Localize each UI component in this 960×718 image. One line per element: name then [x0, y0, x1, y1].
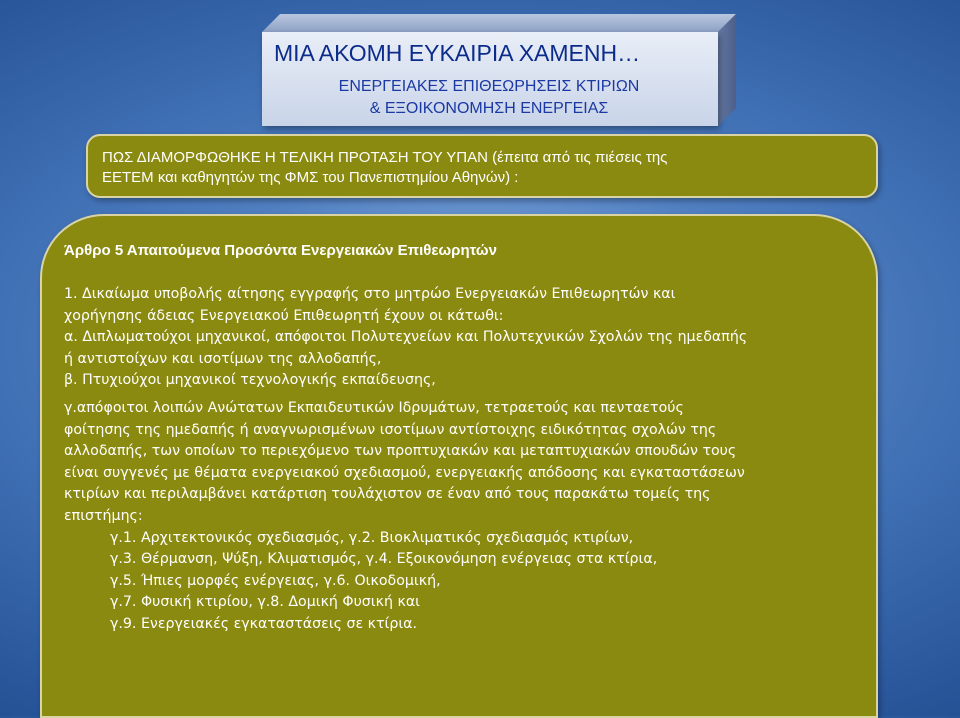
- article-line: κτιρίων και περιλαμβάνει κατάρτιση τουλάχιστον σε έναν από τους παρακάτω τομείς της: [64, 486, 711, 503]
- intro-text: [102, 148, 862, 188]
- article-line: α. Διπλωματούχοι μηχανικοί, απόφοιτοι Πολυτεχνείων και Πολυτεχνικών Σχολών της ημεδαπής: [64, 329, 748, 346]
- intro-line-2: ΕΕΤΕΜ και καθηγητών της ΦΜΣ του Πανεπιστημίου Αθηνών) :: [102, 169, 519, 186]
- intro-box: [86, 134, 878, 198]
- intro-line-1: ΠΩΣ ΔΙΑΜΟΡΦΩΘΗΚΕ Η ΤΕΛΙΚΗ ΠΡΟΤΑΣΗ ΤΟΥ ΥΠΑΝ (έπειτα από τις πιέσεις της: [102, 149, 668, 166]
- article-line: χορήγησης άδειας Ενεργειακού Επιθεωρητή έχουν οι κάτωθι:: [64, 307, 504, 324]
- sublist-item: γ.1. Αρχιτεκτονικός σχεδιασμός, γ.2. Βιοκλιματικός σχεδιασμός κτιρίων,: [110, 529, 634, 546]
- article-line: αλλοδαπής, των οποίων το περιεχόμενο των προπτυχιακών και μεταπτυχιακών σπουδών τους: [64, 443, 737, 460]
- sublist-item: γ.5. Ήπιες μορφές ενέργειας, γ.6. Οικοδομική,: [110, 572, 441, 589]
- sublist-item: γ.7. Φυσική κτιρίου, γ.8. Δομική Φυσική και: [110, 594, 420, 611]
- title-box-top-face: [262, 14, 736, 32]
- article-content: [64, 240, 864, 636]
- sublist-item: γ.3. Θέρμανση, Ψύξη, Κλιματισμός, γ.4. Εξοικονόμηση ενέργειας στα κτίρια,: [110, 551, 658, 568]
- slide-subtitle-line-1: ΕΝΕΡΓΕΙΑΚΕΣ ΕΠΙΘΕΩΡΗΣΕΙΣ ΚΤΙΡΙΩΝ: [338, 78, 640, 95]
- slide-title: ΜΙΑ ΑΚΟΜΗ ΕΥΚΑΙΡΙΑ ΧΑΜΕΝΗ…: [274, 40, 641, 66]
- article-line: φοίτησης της ημεδαπής ή αναγνωρισμένων ισοτίμων αντίστοιχης ειδικότητας σχολών της: [64, 421, 717, 438]
- sublist-item: γ.9. Ενεργειακές εγκαταστάσεις σε κτίρια.: [110, 615, 417, 632]
- article-line: ή αντιστοίχων και ισοτίμων της αλλοδαπής,: [64, 350, 382, 367]
- title-box: [262, 14, 736, 126]
- slide-subtitle-line-2: & ΕΞΟΙΚΟΝΟΜΗΣΗ ΕΝΕΡΓΕΙΑΣ: [369, 100, 609, 117]
- article-line: είναι συγγενές με θέματα ενεργειακού σχεδιασμού, ενεργειακής απόδοσης και εγκαταστάσεων: [64, 464, 745, 481]
- article-line: γ.απόφοιτοι λοιπών Ανώτατων Εκπαιδευτικών Ιδρυμάτων, τετραετούς και πενταετούς: [64, 399, 684, 416]
- article-line: επιστήμης:: [64, 507, 143, 524]
- article-line: 1. Δικαίωμα υποβολής αίτησης εγγραφής στο μητρώο Ενεργειακών Επιθεωρητών και: [64, 286, 676, 302]
- article-line: β. Πτυχιούχοι μηχανικοί τεχνολογικής εκπαίδευσης,: [64, 372, 436, 389]
- article-heading: Άρθρο 5 Απαιτούμενα Προσόντα Ενεργειακών Επιθεωρητών: [64, 242, 497, 259]
- title-box-side-face: [718, 14, 736, 126]
